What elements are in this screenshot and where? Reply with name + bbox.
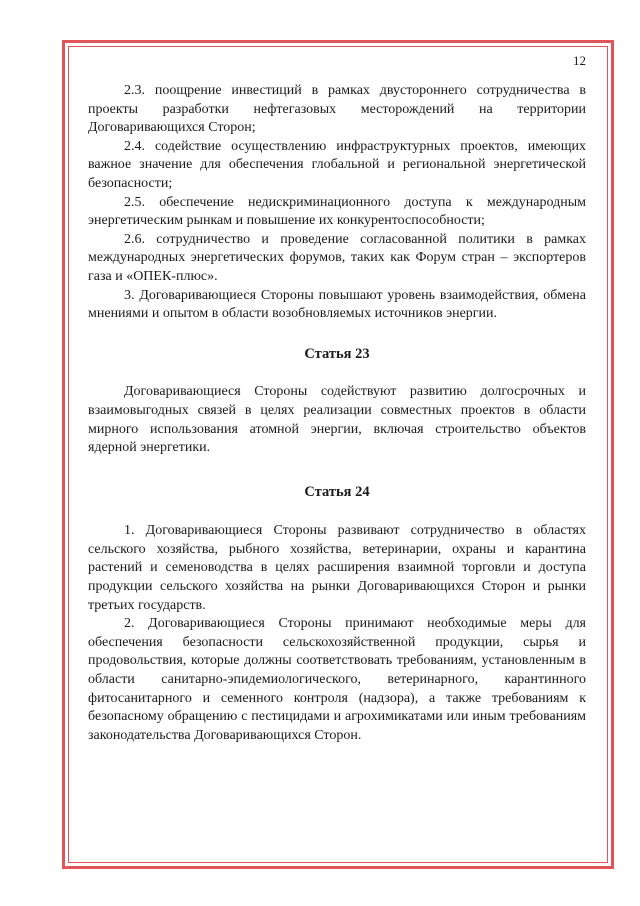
article-24-paragraph-2: 2. Договаривающиеся Стороны принимают необходимые меры для обеспечения безопасности сельскохозяйственной продукции, сырья и продовольствия, которые должны соответствовать требованиям, установленным в области санитарно-эпидемиологического, ветеринарного, карантинного фитосанитарного и семенного контроля (надзора), а также требованиям к безопасному обращению с пестицидами и агрохимикатами или иным требованиям законодательства Договаривающихся Сторон. bbox=[88, 616, 586, 743]
paragraph-2-6: 2.6. сотрудничество и проведение согласованной политики в рамках международных энергетических форумов, таких как Форум стран – экспортеров газа и «ОПЕК-плюс». bbox=[88, 231, 586, 284]
article-23-paragraph: Договаривающиеся Стороны содействуют развитию долгосрочных и взаимовыгодных связей в целях реализации совместных проектов в области мирного использования атомной энергии, включая строительство объектов ядерной энергетики. bbox=[88, 384, 586, 456]
paragraph-3: 3. Договаривающиеся Стороны повышают уровень взаимодействия, обмена мнениями и опытом в области возобновляемых источников энергии. bbox=[88, 287, 586, 322]
article-24-paragraph-1: 1. Договаривающиеся Стороны развивают сотрудничество в областях сельского хозяйства, рыбного хозяйства, ветеринарии, охраны и карантина растений и семеноводства в целях расширения взаимной торговли и доступа продукции сельского хозяйства на рынки Договаривающихся Сторон и рынки третьих государств. bbox=[88, 523, 586, 613]
document-text bbox=[88, 82, 586, 745]
paragraph-2-4: 2.4. содействие осуществлению инфраструктурных проектов, имеющих важное значение для обеспечения глобальной и региональной энергетической безопасности; bbox=[88, 138, 586, 191]
article-24-title: Статья 24 bbox=[304, 483, 370, 500]
document-body bbox=[88, 52, 586, 745]
article-23-title: Статья 23 bbox=[304, 345, 370, 362]
paragraph-2-3: 2.3. поощрение инвестиций в рамках двустороннего сотрудничества в проекты разработки нефтегазовых месторождений на территории Договаривающихся Сторон; bbox=[88, 83, 586, 136]
page-number: 12 bbox=[573, 53, 586, 68]
paragraph-2-5: 2.5. обеспечение недискриминационного доступа к международным энергетическим рынкам и повышение их конкурентоспособности; bbox=[88, 194, 586, 229]
